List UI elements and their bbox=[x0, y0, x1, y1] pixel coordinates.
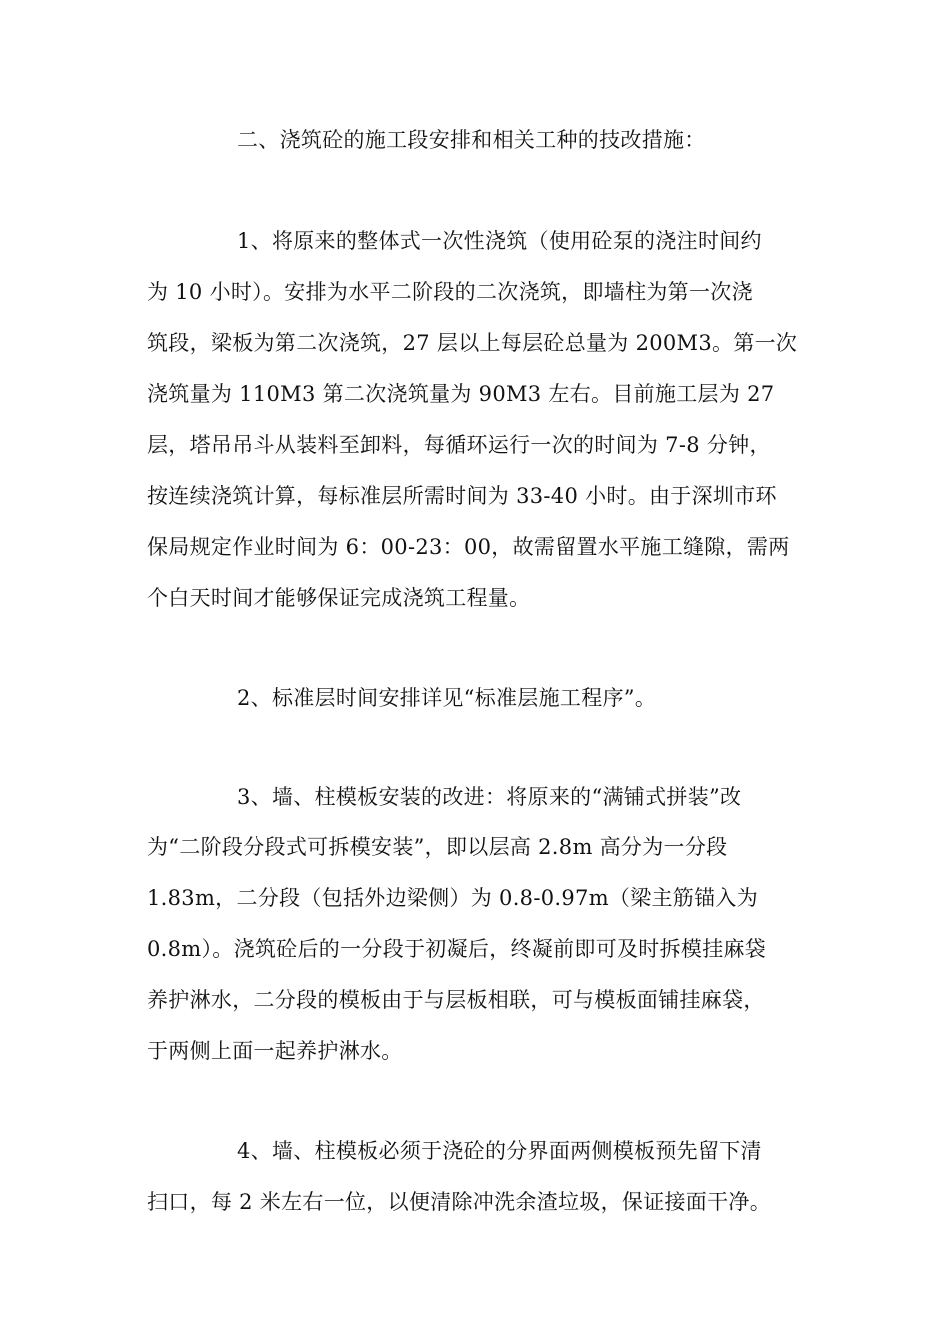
section-heading: 二、浇筑砼的施工段安排和相关工种的技改措施： bbox=[237, 128, 706, 152]
paragraph-3-line-1: 3、墙、柱模板安装的改进：将原来的“满铺式拼装”改 bbox=[237, 785, 742, 809]
paragraph-3-line-6: 于两侧上面一起养护淋水。 bbox=[147, 1039, 403, 1063]
paragraph-1-line-2: 为 10 小时）。安排为水平二阶段的二次浇筑，即墙柱为第一次浇 bbox=[147, 280, 753, 304]
paragraph-4-line-1: 4、墙、柱模板必须于浇砼的分界面两侧模板预先留下清 bbox=[237, 1139, 762, 1163]
paragraph-1-line-3: 筑段，梁板为第二次浇筑，27 层以上每层砼总量为 200M3。第一次 bbox=[147, 331, 798, 355]
paragraph-4-line-2: 扫口，每 2 米左右一位，以便清除冲洗余渣垃圾，保证接面干净。 bbox=[147, 1190, 772, 1214]
paragraph-1-line-7: 保局规定作业时间为 6：00-23：00，故需留置水平施工缝隙，需两 bbox=[147, 535, 790, 559]
paragraph-3-line-3: 1.83m，二分段（包括外边梁侧）为 0.8-0.97m（梁主筋锚入为 bbox=[147, 886, 759, 910]
paragraph-1-line-1: 1、将原来的整体式一次性浇筑（使用砼泵的浇注时间约 bbox=[237, 229, 762, 253]
paragraph-1-line-4: 浇筑量为 110M3 第二次浇筑量为 90M3 左右。目前施工层为 27 bbox=[147, 382, 775, 406]
paragraph-3-line-4: 0.8m）。浇筑砼后的一分段于初凝后，终凝前即可及时拆模挂麻袋 bbox=[147, 937, 767, 961]
paragraph-2-line-1: 2、标准层时间安排详见“标准层施工程序”。 bbox=[237, 686, 657, 710]
paragraph-1-line-6: 按连续浇筑计算，每标准层所需时间为 33-40 小时。由于深圳市环 bbox=[147, 484, 777, 508]
paragraph-3-line-5: 养护淋水，二分段的模板由于与层板相联，可与模板面铺挂麻袋， bbox=[147, 988, 765, 1012]
paragraph-1-line-5: 层，塔吊吊斗从装料至卸料，每循环运行一次的时间为 7-8 分钟， bbox=[147, 433, 771, 457]
paragraph-3-line-2: 为“二阶段分段式可拆模安装”，即以层高 2.8m 高分为一分段 bbox=[147, 835, 728, 859]
paragraph-1-line-8: 个白天时间才能够保证完成浇筑工程量。 bbox=[147, 586, 531, 610]
